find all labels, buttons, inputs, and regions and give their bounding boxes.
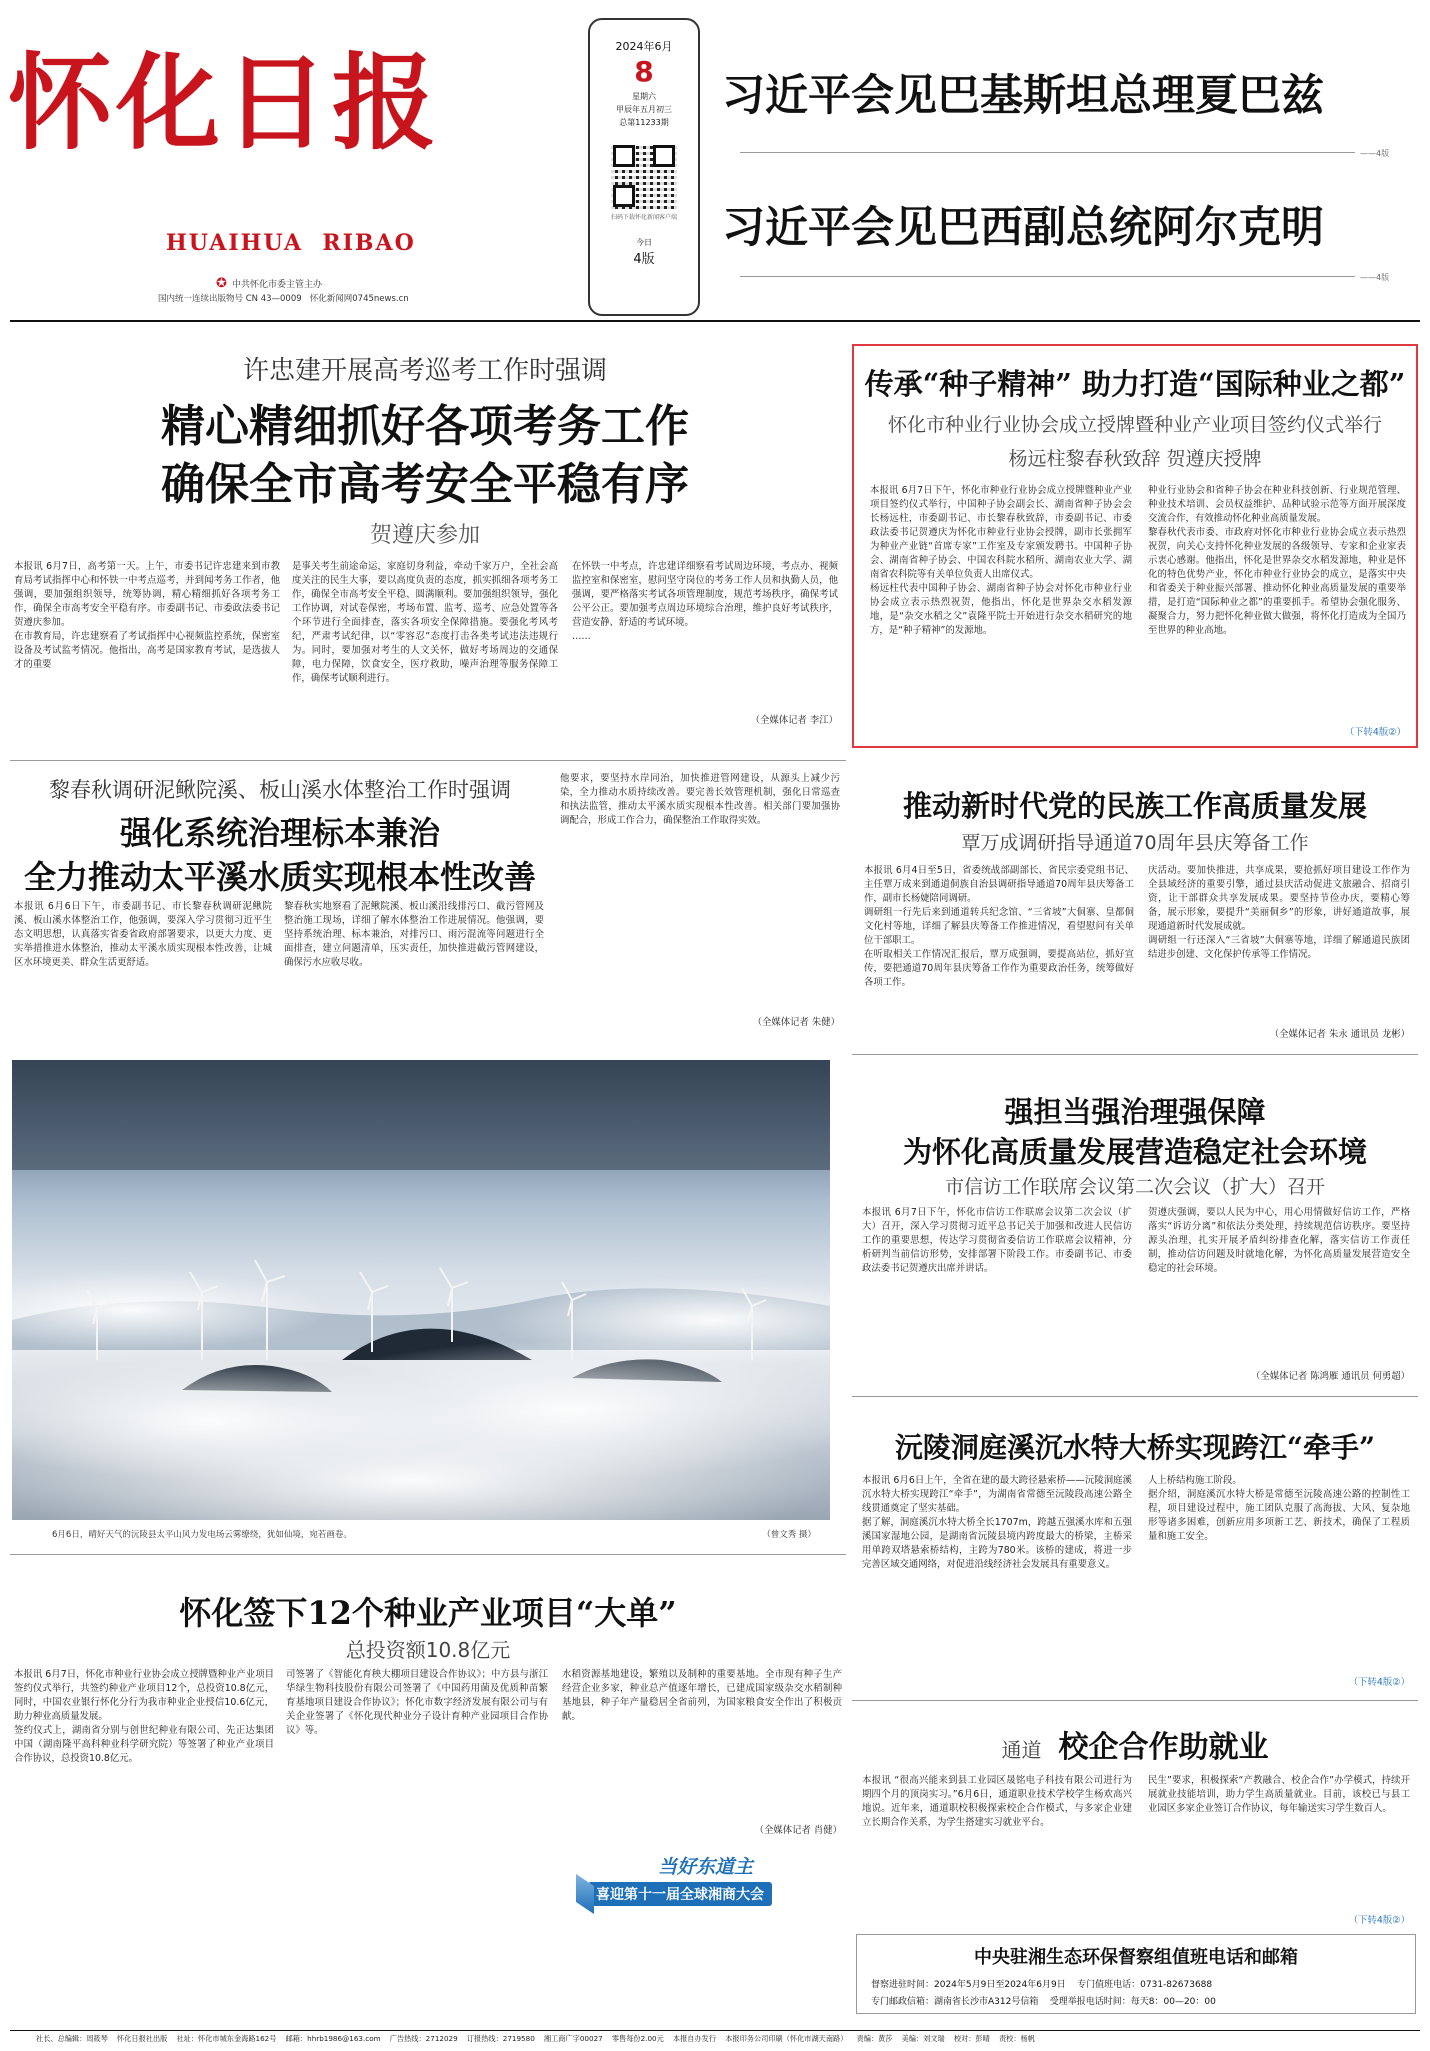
exam-body-2: 是事关考生前途命运，家庭切身利益，牵动千家万户，全社会高度关注的民生大事，要以高度负责的态度，抓实抓细各项考务工作，确保全市高考安全平稳、圆满顺利。要加强组织领导，强化工作协调，对试卷保密，考场布置、监考、巡考、应急处置等各个环节进行全面排查，落实各项安全保障措施。要强化考风考纪，严肃考试纪律，以“零容忍”态度打击各类考试违法违规行为。同时，要加强对考生的人文关怀，做好考场周边的交通保障，电力保障，饮食安全，医疗救助，噪声治理等服务保障工作，确保考试顺利进行。 xyxy=(292,561,558,684)
bridge-column-1 xyxy=(862,1474,1132,1686)
today-label: 今日 xyxy=(636,238,652,247)
river-column-1 xyxy=(14,900,272,1034)
exam-column-1 xyxy=(14,560,280,690)
exam-byline: （全媒体记者 李江） xyxy=(750,715,838,726)
bridge-body-2: 人上桥结构施工阶段。 据介绍，洞庭溪沉水特大桥是常德至沅陵高速公路的控制性工程，项目建设过程中，施工团队克服了高海拔、大风、复杂地形等诸多困难，创新应用多项新工艺、新技术，确保了工程质量和施工安全。 xyxy=(1148,1475,1410,1542)
masthead-title: 怀化日报 xyxy=(8,41,441,164)
school-column-1 xyxy=(862,1774,1132,1926)
deal-body-1: 本报讯 6月7日，怀化市种业行业协会成立授牌暨种业产业项目签约仪式举行，共签约种业产业项目12个，总投资10.8亿元，同时，中国农业银行怀化分行为我市种业企业授信10.6亿元，助力种业高质量发展。 签约仪式上，湖南省分别与创世纪种业有限公司、先正达集团中国（湖南隆平高科种业科学研究院）等签署了种业产业项目合作协议，总投资10.8亿元。 xyxy=(14,1669,274,1764)
date-year-month: 2024年6月 xyxy=(615,40,673,53)
bridge-continue-link[interactable]: （下转4版②） xyxy=(1348,1677,1410,1688)
hotline-title: 中央驻湘生态环保督察组值班电话和邮箱 xyxy=(974,1947,1298,1968)
seed-column-1 xyxy=(870,484,1132,734)
publisher: 中共怀化市委主管主办 xyxy=(232,280,323,290)
date-issue: 总第11233期 xyxy=(619,118,669,127)
stability-subhead: 市信访工作联席会议第二次会议（扩大）召开 xyxy=(944,1176,1325,1198)
deal-column-3 xyxy=(562,1668,842,1814)
seed-headline[interactable]: 传承“种子精神” 助力打造“国际种业之都” xyxy=(864,367,1406,401)
deal-subhead: 总投资额10.8亿元 xyxy=(345,1638,511,1662)
page-count: 4版 xyxy=(633,252,655,267)
ad-decoration xyxy=(576,1874,594,1914)
exam-column-2 xyxy=(292,560,558,690)
ethnic-body-1: 本报讯 6月4日至5日，省委统战部副部长、省民宗委党组书记、主任覃万成来到通道侗族自治县调研指导通道70周年县庆筹备工作，副市长杨婕陪同调研。 调研组一行先后来到通道转兵纪念馆、“三省坡”大侗寨、皇都侗文化村等地，详细了解县庆筹备工作推进情况，看望慰问有关单位干部职工。 在听取相关工作情况汇报后，覃万成强调，要提高站位，抓好宣传，要把通道70周年县庆筹备工作作为重要政治任务，统筹做好各项工作。 xyxy=(864,865,1134,988)
river-body-2: 黎春秋实地察看了泥鳅院溪、板山溪沿线排污口、截污管网及整治施工现场，详细了解水体整治工作进展情况。他强调，要坚持系统治理、标本兼治，对排污口、雨污混流等问题进行全面排查，建立问题清单，压实责任，加快推进截污管网建设，确保污水应收尽收。 xyxy=(284,901,544,968)
school-body-1: 本报讯 “很高兴能来到县工业园区晟铭电子科技有限公司进行为期四个月的顶岗实习。”6月6日，通道职业技术学校学生杨欢高兴地说。近年来，通道职校积极探索校企合作模式，与多家企业建立长期合作关系，为学生搭建实习就业平台。 xyxy=(862,1775,1132,1828)
stability-column-2 xyxy=(1148,1206,1410,1366)
website: 怀化新闻网0745news.cn xyxy=(309,294,409,304)
hunan-business-ad[interactable] xyxy=(572,1848,840,1922)
photo-illustration xyxy=(12,1060,830,1520)
stability-headline-2[interactable]: 为怀化高质量发展营造稳定社会环境 xyxy=(902,1135,1367,1169)
date-day: 8 xyxy=(634,55,654,88)
masthead-divider xyxy=(10,320,1420,322)
photo-credit: （曾文秀 摄） xyxy=(762,1530,816,1540)
school-headline[interactable]: 校企合作助就业 xyxy=(1058,1730,1269,1765)
ethnic-column-1 xyxy=(864,864,1134,1038)
deal-column-2 xyxy=(286,1668,548,1968)
ethnic-subhead: 覃万成调研指导通道70周年县庆筹备工作 xyxy=(961,832,1309,854)
seed-subhead-1: 怀化市种业行业协会成立授牌暨种业产业项目签约仪式举行 xyxy=(887,414,1382,436)
top-news-pageref-1: ——4版 xyxy=(1360,149,1390,158)
hotline-line-2: 专门邮政信箱：湖南省长沙市A312号信箱 受理举报电话时间：每天8：00—20：00 xyxy=(871,1997,1216,2007)
stability-column-1 xyxy=(862,1206,1132,1380)
ethnic-column-2 xyxy=(1148,864,1410,1018)
bridge-headline[interactable]: 沅陵洞庭溪沉水特大桥实现跨江“牵手” xyxy=(894,1431,1376,1464)
masthead-pinyin: HUAIHUA RIBAO xyxy=(166,230,416,256)
registration-line xyxy=(158,292,478,304)
exam-body-3: 在怀铁一中考点，许忠建详细察看考试周边环境，考点办、视频监控室和保密室，慰问坚守岗位的考务工作人员和执勤人员，他强调，要严格落实考试各项管理制度，规范考场秩序，确保考试公平公正。要加强考点周边环境综合治理，维护良好考试秩序，营造安静、舒适的考试环境。 …… xyxy=(572,561,838,642)
stability-headline-1[interactable]: 强担当强治理强保障 xyxy=(1004,1095,1266,1129)
stability-body-2: 贺遵庆强调，要以人民为中心，用心用情做好信访工作，严格落实“诉访分离”和依法分类处理，持续规范信访秩序。要坚持源头治理，扎实开展矛盾纠纷排查化解，落实信访工作责任制，推动信访问题及时就地化解，为怀化高质量发展营造安全稳定的社会环境。 xyxy=(1148,1207,1410,1274)
river-headline-2[interactable]: 全力推动太平溪水质实现根本性改善 xyxy=(23,858,536,896)
school-kicker: 通道 xyxy=(1001,1738,1042,1762)
ethnic-body-2: 庆活动。要加快推进，共享成果，要抢抓好项目建设工作作为全县域经济的重要引擎，通过县庆活动促进文旅融合、招商引资，让干部群众共享发展成果。要坚持节俭办庆，要精心筹备，展示形象，要提升“美丽侗乡”的形象，讲好通道故事，展现通道新时代发展成就。 调研组一行还深入“三省坡”大侗寨等地，详细了解通道民族团结进步创建、文化保护传承等工作情况。 xyxy=(1148,865,1410,960)
ethnic-headline[interactable]: 推动新时代党的民族工作高质量发展 xyxy=(902,789,1367,823)
river-column-2 xyxy=(284,900,544,1034)
date-box xyxy=(588,18,700,316)
deal-byline: （全媒体记者 肖健） xyxy=(754,1825,842,1836)
river-column-3 xyxy=(560,772,840,1008)
bridge-column-2 xyxy=(1148,1474,1410,1670)
exam-kicker: 许忠建开展高考巡考工作时强调 xyxy=(242,356,607,386)
seed-column-2 xyxy=(1148,484,1406,718)
seed-subhead-2: 杨远柱黎春秋致辞 贺遵庆授牌 xyxy=(1008,448,1262,470)
seed-body-2: 种业行业协会和省种子协会在种业科技创新、行业规范管理、种业技术培训、会员权益维护、品种试验示范等方面开展深度交流合作，有效推动怀化种业高质量发展。 黎春秋代表市委、市政府对怀化市种业行业协会成立表示热烈祝贺，向关心支持怀化种业发展的各级领导、专家和企业家表示衷心感谢。他指出，怀化是世界杂交水稻发源地，种业是怀化的特色优势产业，怀化市种业行业协会的成立，是落实中央和省委关于种业振兴部署、推动怀化种业高质量发展的重要举措，是打造“国际种业之都”的重要抓手。希望协会强化服务、凝聚合力，努力把怀化种业做大做强，将怀化打造成为全国乃至世界的种业高地。 xyxy=(1148,485,1406,636)
top-news-headline-2[interactable]: 习近平会见巴西副总统阿尔克明 xyxy=(722,203,1324,253)
river-body-3: 他要求，要坚持水岸同治，加快推进管网建设，从源头上减少污染，全力推动水质持续改善。要完善长效管理机制，强化日常巡查和执法监管，推动太平溪水质实现根本性改善。相关部门要加强协调配合，形成工作合力，确保整治工作取得实效。 xyxy=(560,773,840,826)
river-body-1: 本报讯 6月6日下午，市委副书记、市长黎春秋调研泥鳅院溪、板山溪水体整治工作，他强调，要深入学习贯彻习近平生态文明思想，认真落实省委省政府部署要求，以更大力度、更实举措推进水体整治，推动太平溪水质实现根本性改善，让城区水环境更美、群众生活更舒适。 xyxy=(14,901,272,968)
river-headline-1[interactable]: 强化系统治理标本兼治 xyxy=(119,814,440,852)
deal-headline[interactable]: 怀化签下12个种业产业项目“大单” xyxy=(179,1594,677,1632)
stability-body-1: 本报讯 6月7日下午，怀化市信访工作联席会议第二次会议（扩大）召开，深入学习贯彻习近平总书记关于加强和改进人民信访工作的重要思想，传达学习贯彻省委信访工作联席会议精神，分析研判当前信访形势，安排部署下阶段工作。市委副书记、市委政法委书记贺遵庆出席并讲话。 xyxy=(862,1207,1132,1274)
deal-body-3: 水稻资源基地建设，繁殖以及制种的重要基地。全市现有种子生产经营企业多家，种业总产值逐年增长，已建成国家级杂交水稻制种基地县，种子年产量稳居全省前列，为国家粮食安全作出了积极贡献。 xyxy=(562,1669,842,1722)
qr-caption: 扫码下载怀化新闻客户端 xyxy=(610,214,677,221)
date-weekday: 星期六 xyxy=(632,92,656,101)
river-byline: （全媒体记者 朱健） xyxy=(752,1017,840,1028)
river-kicker: 黎春秋调研泥鳅院溪、板山溪水体整治工作时强调 xyxy=(49,778,511,802)
exam-body-1: 本报讯 6月7日，高考第一天。上午，市委书记许忠建来到市教育局考试指挥中心和怀铁一中考点巡考，并到闻考务工作者，他强调，要加强组织领导，统筹协调，精心精细抓好各项考务工作，确保全市高考安全平稳有序。市委副书记、市委政法委书记贺遵庆参加。 在市教育局，许忠建察看了考试指挥中心视频监控系统，保密室设备及考试监考情况。他指出，高考是国家教育考试，是选拔人才的重要 xyxy=(14,561,280,670)
seed-body-1: 本报讯 6月7日下午，怀化市种业行业协会成立授牌暨种业产业项目签约仪式举行，中国种子协会副会长、湖南省种子协会会长杨远柱，市委副书记、市长黎春秋致辞，市委副书记、市委政法委书记贺遵庆为怀化市种业行业协会授牌，副市长张拥军为种业产业链“首席专家”工作室及专家颁发聘书。中国种子协会、湖南省种子协会、中国农科院水稻所、湖南农业大学、湖南省农科院等有关单位负责人出席仪式。 杨远柱代表中国种子协会、湖南省种子协会对怀化市种业行业协会成立表示热烈祝贺，他指出，怀化是世界杂交水稻发源地，是“杂交水稻之父”袁隆平院士开始进行杂交水稻研究的地方，是“种子精神”的发源地。 xyxy=(870,485,1132,636)
ad-line-2: 喜迎第十一届全球湘商大会 xyxy=(588,1882,772,1906)
publisher-line xyxy=(216,272,476,290)
stability-byline: （全媒体记者 陈鸿雁 通讯员 何勇超） xyxy=(1251,1371,1410,1382)
school-body-2: 民生”要求，积极探索“产教融合、校企合作”办学模式，持续开展就业技能培训，助力学生高质量就业。目前，该校已与县工业园区多家企业签订合作协议，每年输送实习学生数百人。 xyxy=(1148,1775,1410,1814)
school-column-2 xyxy=(1148,1774,1410,1910)
school-title-row xyxy=(852,1722,1418,1766)
exam-headline-2[interactable]: 确保全市高考安全平稳有序 xyxy=(161,459,689,510)
date-lunar: 甲辰年五月初三 xyxy=(616,105,672,114)
landscape-photo[interactable] xyxy=(12,1060,830,1520)
party-emblem-icon: ✪ xyxy=(216,276,227,291)
exam-subhead: 贺遵庆参加 xyxy=(369,523,480,548)
registration: 国内统一连续出版物号 CN 43—0009 xyxy=(158,294,302,304)
footer-credits: 社长、总编辑：周筱琴 怀化日报社出版 社址：怀化市城东金海路162号 邮箱：hhrb1986@163.com 广告热线：2712029 订报热线：2719580 湘工商广字00027 零售每份2.00元 本报自办发行 本报印务公司印刷（怀化市湖天南路） 责编：黄莎 美编：刘文瑞 校对：彭晴 责校：杨帆 xyxy=(36,2034,1035,2043)
qr-code[interactable] xyxy=(611,143,677,209)
photo-caption-bar xyxy=(12,1522,830,1544)
bridge-body-1: 本报讯 6月6日上午，全省在建的最大跨径悬索桥——沅陵洞庭溪沉水特大桥实现跨江“牵手”，为湖南省常德至沅陵段高速公路全线贯通奠定了坚实基础。 据了解，洞庭溪沉水特大桥全长1707m，跨越五强溪水库和五强溪国家湿地公园，是湖南省沅陵县境内跨度最大的桥梁，主桥采用单跨双塔悬索桥结构，主跨为780米。该桥的建成，将进一步完善区域交通网络，对促进沿线经济社会发展具有重要意义。 xyxy=(862,1475,1132,1570)
top-news-headline-1[interactable]: 习近平会见巴基斯坦总理夏巴兹 xyxy=(722,71,1324,121)
exam-column-3 xyxy=(572,560,838,682)
seed-continue-link[interactable]: （下转4版②） xyxy=(1344,727,1406,738)
deal-column-1 xyxy=(14,1668,274,1968)
deal-body-2: 司签署了《智能化育秧大棚项目建设合作协议》；中方县与浙江华绿生物科技股份有限公司签署了《中国药用菌及优质种苗繁育基地项目建设合作协议》；怀化市数字经济发展有限公司与有关企业签署了《怀化现代种业分子设计育种产业园项目合作协议》等。 xyxy=(286,1669,548,1736)
ad-line-1: 当好东道主 xyxy=(658,1856,754,1878)
photo-caption: 6月6日，晴好天气的沅陵县太平山风力发电场云雾缭绕，犹如仙境，宛若画卷。 xyxy=(52,1530,352,1540)
top-news-pageref-2: ——4版 xyxy=(1360,273,1390,282)
exam-headline-1[interactable]: 精心精细抓好各项考务工作 xyxy=(161,401,689,452)
hotline-box xyxy=(856,1934,1416,2014)
school-continue-link[interactable]: （下转4版②） xyxy=(1348,1915,1410,1926)
ethnic-byline: （全媒体记者 朱永 通讯员 龙彬） xyxy=(1269,1029,1410,1040)
hotline-line-1: 督察进驻时间：2024年5月9日至2024年6月9日 专门值班电话：0731-82673688 xyxy=(871,1980,1213,1990)
